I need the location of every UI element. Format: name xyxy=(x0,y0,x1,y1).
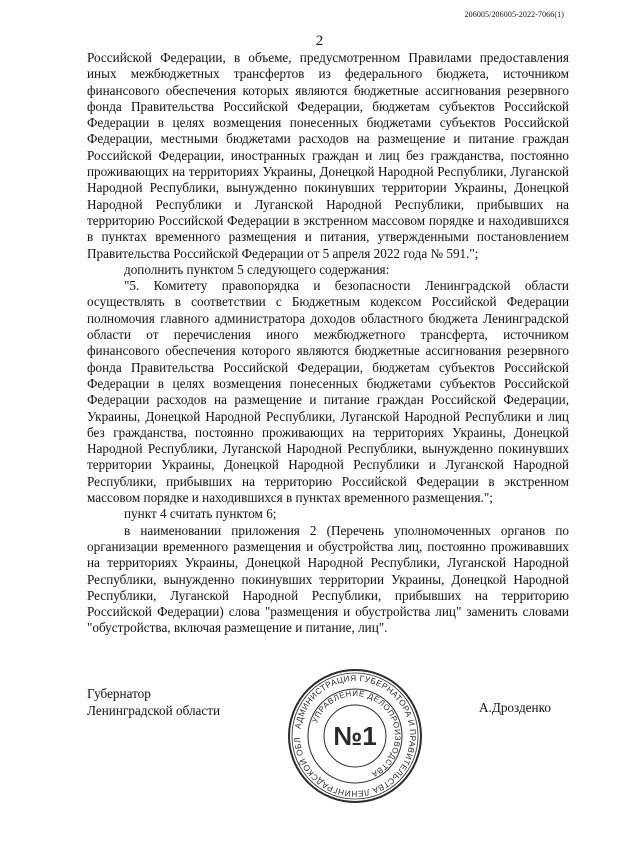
document-id: 206005/206005-2022-7066(1) xyxy=(464,10,564,19)
stamp-ring-text: АДМИНИСТРАЦИЯ ГУБЕРНАТОРА И ПРАВИТЕЛЬСТВА ЛЕНИНГРАДСКОЙ ОБЛ xyxy=(291,672,419,800)
signature-name: А.Дрозденко xyxy=(479,700,551,715)
stamp-number: №1 xyxy=(333,721,377,751)
official-stamp xyxy=(287,668,423,804)
signature-title xyxy=(87,685,220,719)
paragraph-continuation: Российской Федерации, в объеме, предусмотренном Правилами предоставления иных межбюджетных трансфертов из федерального бюджета, источником финансового обеспечения которых являются бюджетные ассигнования резервного фонда Правительства Российской Федерации, бюджетам субъектов Российской Федерации в целях возмещения понесенных бюджетами субъектов Российской Федерации, местными бюджетами расходов на размещение и питание граждан Российской Федерации, иностранных граждан и лиц без гражданства, постоянно проживающих на территориях Украины, Донецкой Народной Республики, Луганской Народной Республики, вынужденно покинувших территории Украины, Донецкой Народной Республики и Луганской Народной Республики, прибывших на территорию Российской Федерации в экстренном массовом порядке и находившихся в пунктах временного размещения и питания, утвержденными постановлением Правительства Российской Федерации от 5 апреля 2022 года № 591."; xyxy=(87,50,569,261)
page-number: 2 xyxy=(315,33,324,49)
paragraph-appendix-2: в наименовании приложения 2 (Перечень уполномоченных органов по организации временного размещения и обустройства лиц, постоянно проживавших на территориях Украины, Донецкой Народной Республики, Луганской Народной Республики, вынужденно покинувших территории Украины, Донецкой Народной Республики, Луганской Народной Республики, прибывших на территорию Российской Федерации) слова "размещения и обустройства лиц" заменить словами "обустройства, включая размещение и питание, лиц". xyxy=(87,522,569,636)
stamp-seal-icon xyxy=(287,668,423,804)
paragraph-item-5-text: "5. Комитету правопорядка и безопасности Ленинградской области осуществлять в соответствии с Бюджетным кодексом Российской Федерации полномочия главного администратора доходов областного бюджета Ленинградской области от перечисления иного межбюджетного трансферта, источником финансового обеспечения которого являются бюджетные ассигнования резервного фонда Правительства Российской Федерации, бюджетам субъектов Российской Федерации в целях возмещения понесенных бюджетами субъектов Российской Федерации расходов на размещение и питание граждан Российской Федерации, Украины, Донецкой Народной Республики, Луганской Народной Республики и лиц без гражданства, постоянно проживающих на территориях Украины, Донецкой Народной Республики, Луганской Народной Республики, вынужденно покинувших территории Украины, Донецкой Народной Республики и Луганской Народной Республики, прибывших на территорию Российской Федерации в экстренном массовом порядке и находившихся в пунктах временного размещения."; xyxy=(87,278,569,506)
stamp-inner-text: УПРАВЛЕНИЕ ДЕЛОПРОИЗВОДСТВА xyxy=(310,688,403,780)
paragraph-renumber: пункт 4 считать пунктом 6; xyxy=(124,506,277,522)
signature-title-line2: Ленинградской области xyxy=(87,703,221,718)
paragraph-add-item-5: дополнить пунктом 5 следующего содержания: xyxy=(124,261,390,277)
document-body xyxy=(87,50,569,637)
signature-title-line1: Губернатор xyxy=(87,686,151,701)
